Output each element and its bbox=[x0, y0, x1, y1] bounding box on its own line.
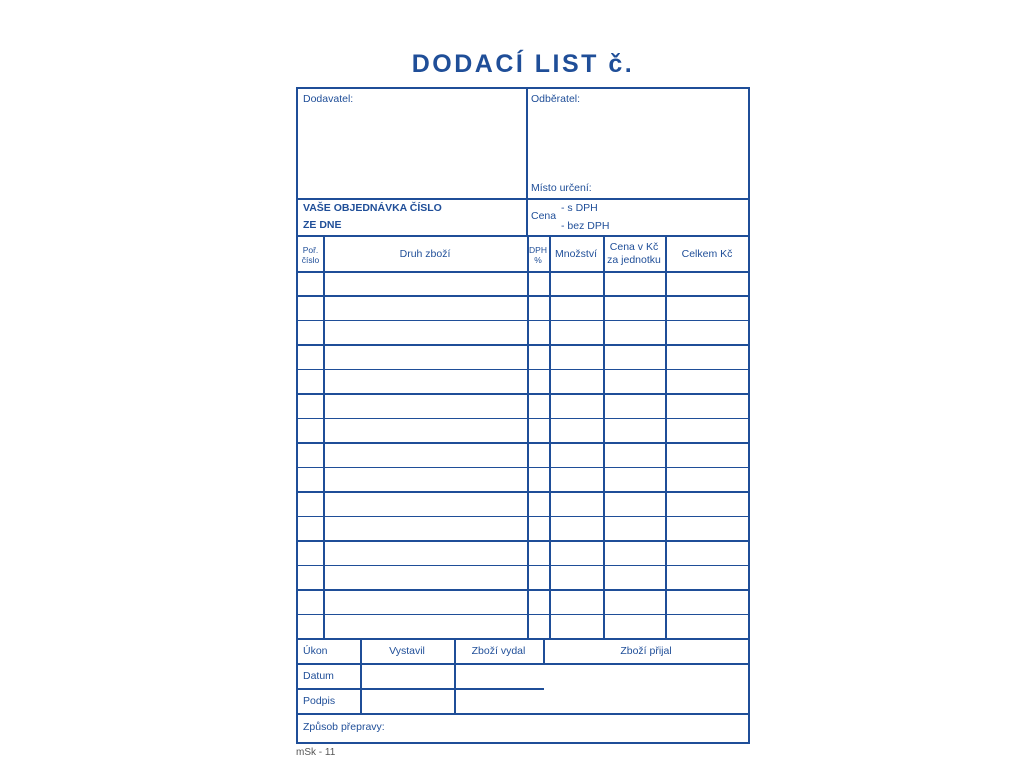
table-column-line bbox=[527, 235, 529, 638]
table-header-bottom-line bbox=[298, 271, 748, 273]
table-column-line bbox=[665, 235, 667, 638]
col-quantity: Množství bbox=[554, 248, 597, 260]
goods-issued-label: Zboží vydal bbox=[471, 645, 526, 657]
delivery-note-form bbox=[296, 87, 750, 744]
col-goods: Druh zboží bbox=[399, 248, 451, 260]
table-row-line bbox=[298, 344, 748, 346]
table-row-line bbox=[298, 565, 748, 567]
table-row-line bbox=[298, 369, 748, 371]
price-with-vat: - s DPH bbox=[561, 202, 598, 214]
col-item-no: Poř. číslo bbox=[301, 245, 320, 265]
issued-by-label: Vystavil bbox=[389, 645, 425, 657]
signature-top-line bbox=[298, 638, 748, 640]
table-row-line bbox=[298, 589, 748, 591]
table-row-line bbox=[298, 295, 748, 297]
supplier-label: Dodavatel: bbox=[303, 93, 354, 105]
order-number-label: VAŠE OBJEDNÁVKA ČÍSLO bbox=[303, 202, 442, 214]
order-bottom-line bbox=[298, 235, 748, 237]
form-code: mSk - 11 bbox=[296, 747, 336, 758]
signature-line-2 bbox=[298, 688, 544, 690]
customer-label: Odběratel: bbox=[531, 93, 581, 105]
table-row-line bbox=[298, 491, 748, 493]
table-row-line bbox=[298, 614, 748, 616]
col-vat: DPH % bbox=[529, 245, 547, 265]
header-bottom-line bbox=[298, 198, 748, 200]
table-row-line bbox=[298, 516, 748, 518]
signature-line-1 bbox=[298, 663, 748, 665]
table-row-line bbox=[298, 442, 748, 444]
table-column-line bbox=[549, 235, 551, 638]
table-row-line bbox=[298, 320, 748, 322]
price-label: Cena bbox=[531, 210, 557, 222]
table-column-line bbox=[323, 235, 325, 638]
action-label: Úkon bbox=[303, 645, 328, 657]
col-total: Celkem Kč bbox=[681, 248, 733, 260]
table-row-line bbox=[298, 393, 748, 395]
header-divider bbox=[526, 89, 528, 235]
signature-label: Podpis bbox=[303, 695, 336, 707]
transport-label: Způsob přepravy: bbox=[303, 721, 385, 733]
table-row-line bbox=[298, 467, 748, 469]
goods-received-label: Zboží přijal bbox=[620, 645, 672, 657]
date-label: Datum bbox=[303, 670, 334, 682]
table-row-line bbox=[298, 418, 748, 420]
document-title: DODACÍ LIST č. bbox=[411, 50, 635, 78]
col-unit-price: Cena v Kč za jednotku bbox=[607, 241, 661, 266]
price-without-vat: - bez DPH bbox=[561, 220, 610, 232]
transport-top-line bbox=[298, 713, 748, 715]
destination-label: Místo určení: bbox=[531, 182, 592, 194]
order-date-label: ZE DNE bbox=[303, 219, 342, 231]
table-column-line bbox=[603, 235, 605, 638]
table-row-line bbox=[298, 540, 748, 542]
